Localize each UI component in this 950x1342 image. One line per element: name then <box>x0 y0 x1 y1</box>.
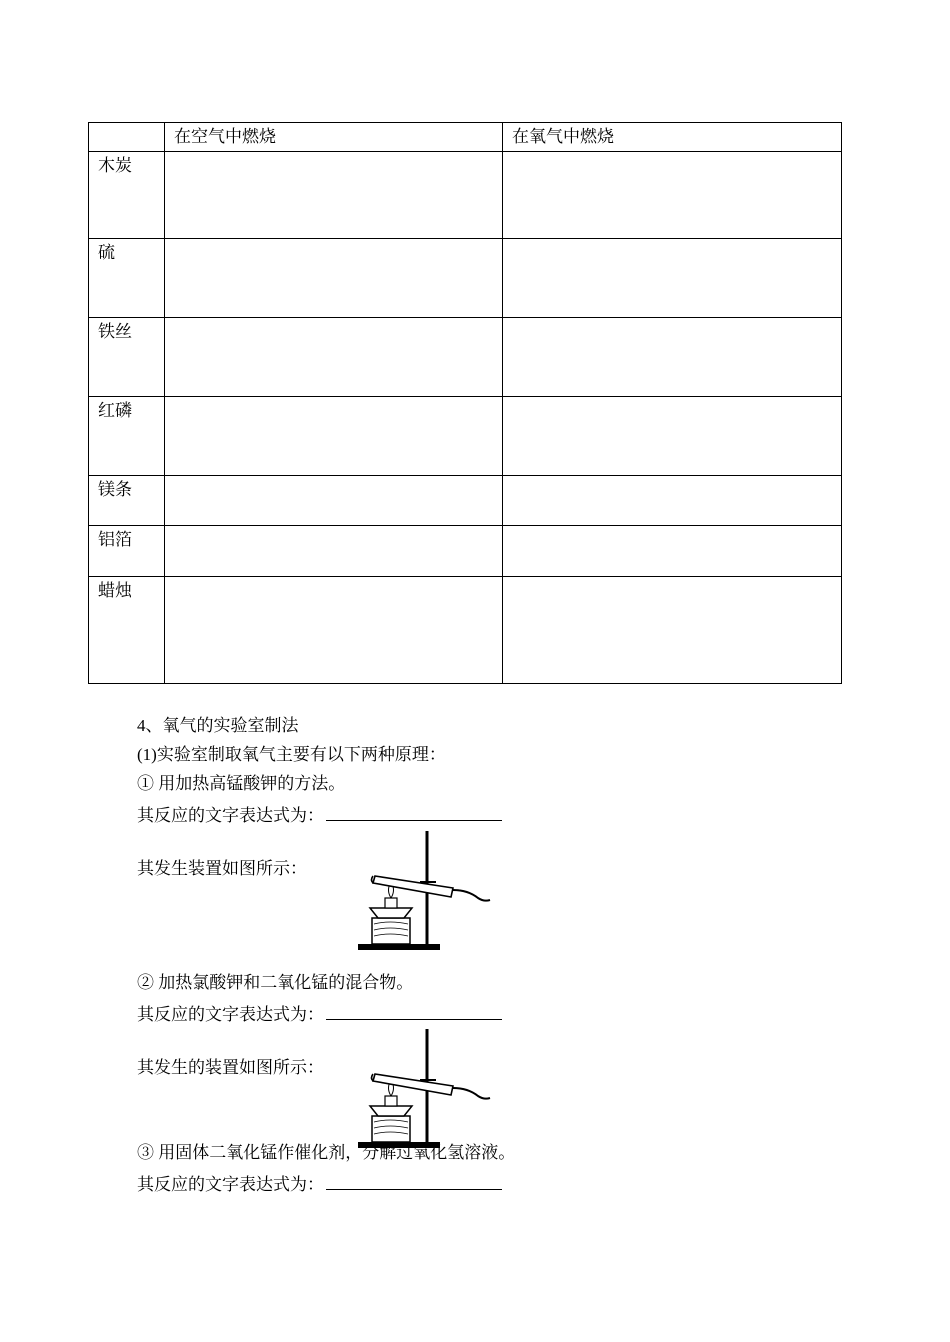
delivery-tube <box>453 890 490 901</box>
header-cell-air: 在空气中燃烧 <box>165 123 503 152</box>
substance-label: 蜡烛 <box>89 577 165 684</box>
table-row <box>89 476 842 526</box>
oxygen-cell[interactable] <box>503 152 842 239</box>
alcohol-lamp <box>370 1106 412 1116</box>
oxygen-cell[interactable] <box>503 577 842 684</box>
section-heading: 4、氧气的实验室制法 <box>137 716 299 735</box>
answer-blank[interactable] <box>326 1001 502 1020</box>
combustion-table <box>88 122 842 684</box>
header-cell-oxygen: 在氧气中燃烧 <box>503 123 842 152</box>
substance-label: 木炭 <box>89 152 165 239</box>
stand-base <box>358 944 440 950</box>
expression-line-2 <box>137 1001 502 1026</box>
test-tube <box>373 876 453 897</box>
table-row <box>89 526 842 577</box>
air-cell[interactable] <box>165 152 503 239</box>
expression-label: 其反应的文字表达式为： <box>137 1175 324 1194</box>
answer-blank[interactable] <box>326 802 502 821</box>
alcohol-lamp <box>370 908 412 918</box>
device-caption-2: 其发生的装置如图所示： <box>137 1058 324 1077</box>
device-caption-1: 其发生装置如图所示： <box>137 859 307 878</box>
table-header-row <box>89 123 842 152</box>
air-cell[interactable] <box>165 476 503 526</box>
expression-line-3 <box>137 1171 502 1196</box>
substance-label: 硫 <box>89 239 165 318</box>
table-row <box>89 318 842 397</box>
substance-label: 铝箔 <box>89 526 165 577</box>
section-intro: (1)实验室制取氧气主要有以下两种原理： <box>137 745 446 764</box>
expression-label: 其反应的文字表达式为： <box>137 806 324 825</box>
table-row <box>89 397 842 476</box>
answer-blank[interactable] <box>326 1171 502 1190</box>
expression-label: 其反应的文字表达式为： <box>137 1005 324 1024</box>
substance-label: 铁丝 <box>89 318 165 397</box>
air-cell[interactable] <box>165 239 503 318</box>
air-cell[interactable] <box>165 577 503 684</box>
table-row <box>89 577 842 684</box>
method-1: ① 用加热高锰酸钾的方法。 <box>137 774 346 793</box>
oxygen-cell[interactable] <box>503 476 842 526</box>
heating-apparatus-illustration-2 <box>350 1024 492 1152</box>
delivery-tube <box>453 1088 490 1099</box>
oxygen-cell[interactable] <box>503 239 842 318</box>
substance-label: 红磷 <box>89 397 165 476</box>
method-3: ③ 用固体二氧化锰作催化剂，分解过氧化氢溶液。 <box>137 1143 516 1162</box>
oxygen-cell[interactable] <box>503 318 842 397</box>
substance-label: 镁条 <box>89 476 165 526</box>
air-cell[interactable] <box>165 397 503 476</box>
test-tube <box>373 1074 453 1095</box>
heating-apparatus-illustration <box>350 826 492 954</box>
table-row <box>89 239 842 318</box>
air-cell[interactable] <box>165 526 503 577</box>
oxygen-cell[interactable] <box>503 397 842 476</box>
expression-line-1 <box>137 802 502 827</box>
header-cell-empty <box>89 123 165 152</box>
method-2: ② 加热氯酸钾和二氧化锰的混合物。 <box>137 973 414 992</box>
oxygen-cell[interactable] <box>503 526 842 577</box>
air-cell[interactable] <box>165 318 503 397</box>
table-row <box>89 152 842 239</box>
